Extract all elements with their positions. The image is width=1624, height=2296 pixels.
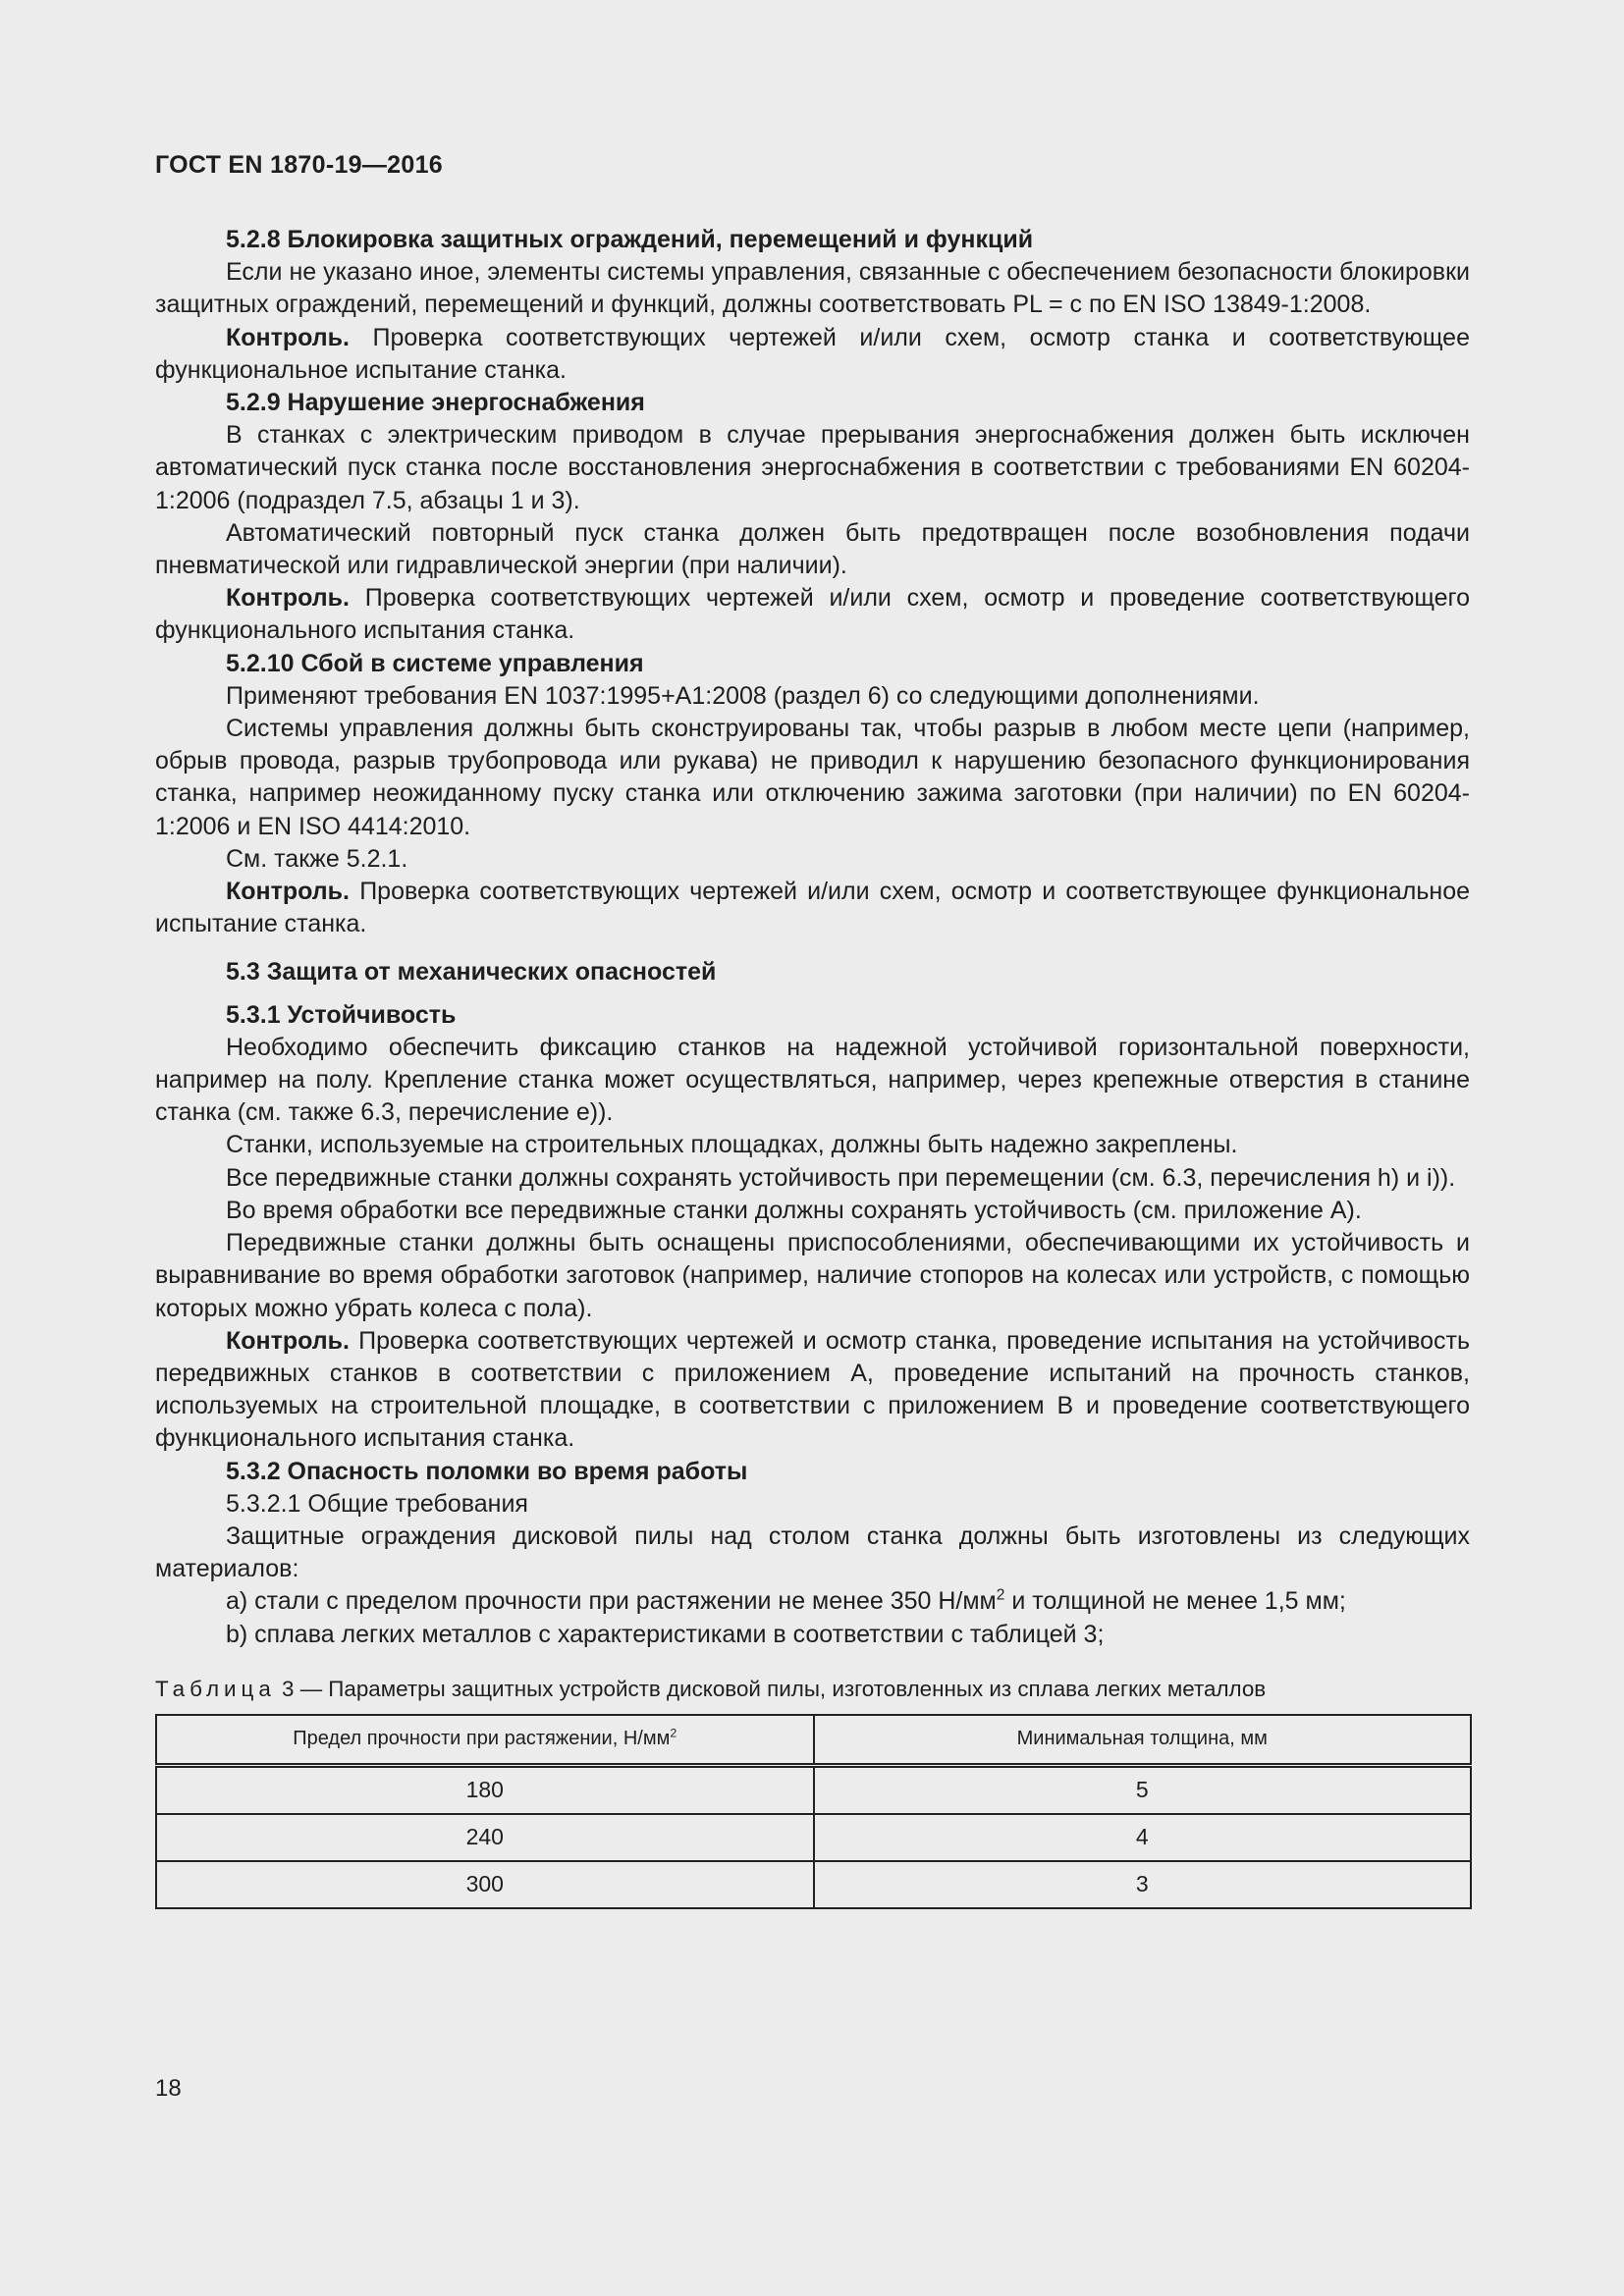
section-5-2-9-paragraph-1: В станках с электрическим приводом в случае прерывания энергоснабжения должен быть исключен автоматический пуск станка после восстановления энергоснабжения в соответствии с требованиями EN 60204-1:2006 (подраздел 7.5, абзацы 1 и 3). <box>155 421 1470 514</box>
section-5-3-1-paragraph-2: Станки, используемые на строительных площадках, должны быть надежно закреплены. <box>226 1131 1238 1159</box>
list-item-a <box>155 1585 1470 1618</box>
section-5-2-9-control <box>155 582 1470 647</box>
page-number: 18 <box>155 2075 182 2102</box>
section-5-2-10-control <box>155 876 1470 940</box>
table-row <box>156 1861 1471 1908</box>
section-5-3-heading: 5.3 Защита от механических опасностей <box>226 958 717 987</box>
section-5-3-2-1-paragraph: Защитные ограждения дисковой пилы над столом станка должны быть изготовлены из следующих материалов: <box>155 1522 1470 1583</box>
section-5-3-2-1-heading: 5.3.2.1 Общие требования <box>226 1489 528 1518</box>
table-header-row <box>156 1715 1471 1766</box>
table-cell-strength: 240 <box>156 1814 814 1861</box>
control-text: Проверка соответствующих чертежей и/или схем, осмотр и соответствующее функциональное испытание станка. <box>155 878 1470 938</box>
document-id-header: ГОСТ EN 1870-19—2016 <box>155 151 443 179</box>
control-label: Контроль. <box>226 323 350 351</box>
superscript: 2 <box>670 1726 677 1740</box>
list-item-a-tail: и толщиной не менее 1,5 мм; <box>1004 1587 1346 1616</box>
table-cell-thickness: 5 <box>814 1765 1472 1814</box>
section-5-3-1-heading: 5.3.1 Устойчивость <box>226 1000 457 1029</box>
table-row <box>156 1814 1471 1861</box>
section-5-2-10-heading: 5.2.10 Сбой в системе управления <box>226 649 644 677</box>
section-5-2-8-control <box>155 322 1470 387</box>
section-5-2-8-heading: 5.2.8 Блокировка защитных ограждений, перемещений и функций <box>226 226 1034 253</box>
table-caption-text: 3 — Параметры защитных устройств дисковой пилы, изготовленных из сплава легких металлов <box>275 1676 1267 1701</box>
section-5-3-1-paragraph-1: Необходимо обеспечить фиксацию станков на надежной устойчивой горизонтальной поверхности, например на полу. Крепление станка может осуществляться, например, через крепежные отверстия в станине станка (см. также 6.3, перечисление e)). <box>155 1033 1470 1127</box>
table-caption-label: Таблица <box>155 1676 276 1701</box>
table-row <box>156 1765 1471 1814</box>
section-5-3-1-control <box>155 1325 1470 1456</box>
section-5-3-1-paragraph-4: Во время обработки все передвижные станки должны сохранять устойчивость (см. приложение А). <box>226 1196 1362 1224</box>
table-cell-thickness: 4 <box>814 1814 1472 1861</box>
list-item-b: b) сплава легких металлов с характеристиками в соответствии с таблицей 3; <box>226 1620 1105 1648</box>
table-cell-thickness: 3 <box>814 1861 1472 1908</box>
section-5-2-10-paragraph-3: См. также 5.2.1. <box>226 844 408 873</box>
column-header-strength-text: Предел прочности при растяжении, Н/мм <box>293 1728 671 1750</box>
section-5-3-1-paragraph-5: Передвижные станки должны быть оснащены приспособлениями, обеспечивающими их устойчивость и выравнивание во время обработки заготовок (например, наличие стопоров на колесах или устройств, с помощью которых можно убрать колеса с пола). <box>155 1229 1470 1322</box>
control-label: Контроль. <box>226 1326 350 1355</box>
control-label: Контроль. <box>226 878 350 906</box>
section-5-2-9-heading: 5.2.9 Нарушение энергоснабжения <box>226 389 645 417</box>
section-5-3-2-heading: 5.3.2 Опасность поломки во время работы <box>226 1457 748 1485</box>
control-text: Проверка соответствующих чертежей и осмотр станка, проведение испытания на устойчивость передвижных станков в соответствии с приложением А, проведение испытаний на прочность станков, используемых на строительной площадке, в соответствии с приложением В и проведение соответствующего функционального испытания станка. <box>155 1326 1470 1453</box>
superscript: 2 <box>996 1587 1005 1604</box>
table-cell-strength: 180 <box>156 1765 814 1814</box>
control-label: Контроль. <box>226 584 350 613</box>
section-5-2-8-paragraph: Если не указано иное, элементы системы управления, связанные с обеспечением безопасности блокировки защитных ограждений, перемещений и функций, должны соответствовать PL = c по EN ISO 13849-1:2008. <box>155 258 1470 319</box>
list-item-a-text: a) стали с пределом прочности при растяжении не менее 350 Н/мм <box>226 1587 997 1616</box>
section-5-2-10-paragraph-2: Системы управления должны быть сконструированы так, чтобы разрыв в любом месте цепи (например, обрыв провода, разрыв трубопровода или рукава) не приводил к нарушению безопасного функционирования станка, например неожиданному пуску станка или отключению зажима заготовки (при наличии) по EN 60204-1:2006 и EN ISO 4414:2010. <box>155 715 1470 840</box>
section-5-3-1-paragraph-3: Все передвижные станки должны сохранять устойчивость при перемещении (см. 6.3, перечисления h) и i)). <box>226 1163 1456 1192</box>
table-caption <box>155 1675 1470 1704</box>
control-text: Проверка соответствующих чертежей и/или схем, осмотр станка и соответствующее функциональное испытание станка. <box>155 323 1470 384</box>
spec-table <box>155 1714 1472 1909</box>
document-body <box>155 224 1470 1909</box>
column-header-thickness: Минимальная толщина, мм <box>814 1715 1472 1766</box>
section-5-2-9-paragraph-2: Автоматический повторный пуск станка должен быть предотвращен после возобновления подачи пневматической или гидравлической энергии (при наличии). <box>155 518 1470 580</box>
column-header-strength <box>156 1715 814 1766</box>
section-5-2-10-paragraph-1: Применяют требования EN 1037:1995+A1:2008 (раздел 6) со следующими дополнениями. <box>226 681 1260 710</box>
control-text: Проверка соответствующих чертежей и/или схем, осмотр и проведение соответствующего функционального испытания станка. <box>155 584 1470 645</box>
table-cell-strength: 300 <box>156 1861 814 1908</box>
